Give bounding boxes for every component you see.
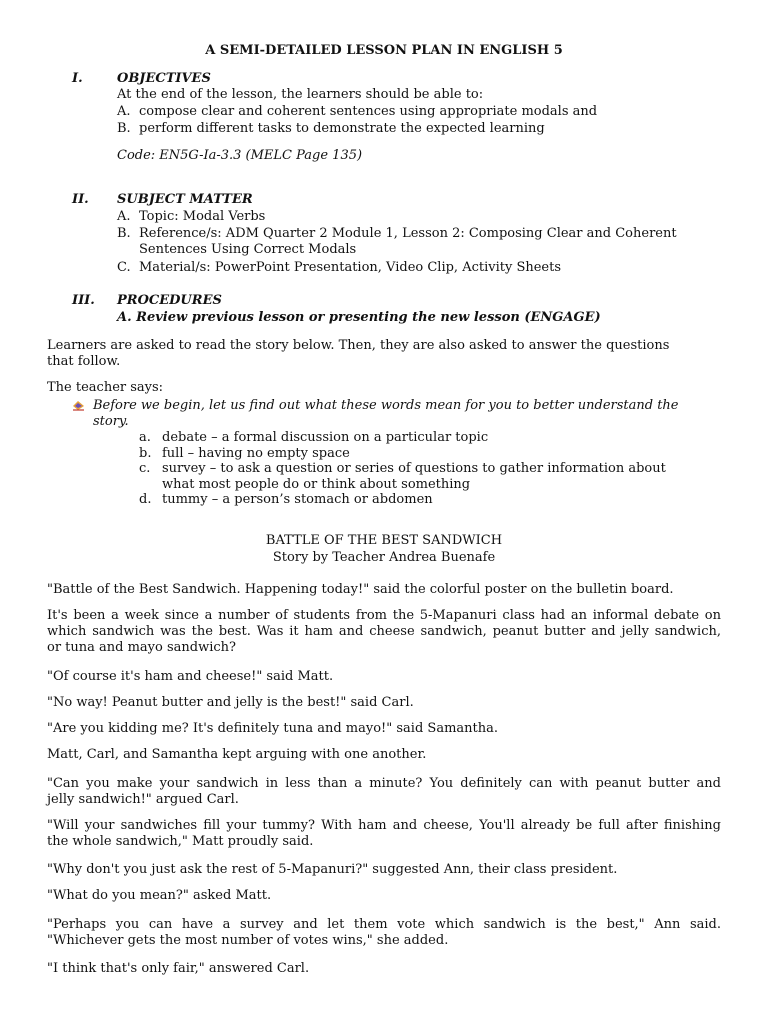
procedure-sub-a: A. Review previous lesson or presenting the new lesson (ENGAGE): [117, 310, 601, 325]
story-line: "Will your sandwiches fill your tummy? With ham and cheese, You'll already be full after finishing: [47, 818, 721, 833]
objective-item-b: perform different tasks to demonstrate the expected learning: [139, 121, 545, 136]
section-heading-objectives: OBJECTIVES: [117, 71, 211, 86]
section-heading-procedures: PROCEDURES: [117, 293, 222, 308]
subject-topic: Topic: Modal Verbs: [139, 209, 266, 224]
story-line: jelly sandwich!" argued Carl.: [47, 792, 239, 807]
vocab-letter-c: c.: [139, 461, 151, 476]
bullet-icon: [72, 400, 85, 411]
story-byline: Story by Teacher Andrea Buenafe: [272, 550, 496, 565]
vocab-item-tummy: tummy – a person’s stomach or abdomen: [162, 492, 433, 507]
procedure-intro-line-1: Learners are asked to read the story below. Then, they are also asked to answer the questions: [47, 338, 670, 353]
objective-letter-a: A.: [117, 104, 131, 119]
story-line: which sandwich was the best. Was it ham and cheese sandwich, peanut butter and jelly sandwich,: [47, 624, 721, 639]
vocab-letter-a: a.: [139, 430, 151, 445]
story-line: the whole sandwich," Matt proudly said.: [47, 834, 314, 849]
bullet-text-line-1: Before we begin, let us find out what these words mean for you to better understand the: [93, 398, 679, 413]
vocab-item-debate: debate – a formal discussion on a particular topic: [162, 430, 489, 445]
section-number-subject-matter: II.: [72, 192, 89, 207]
subject-letter-a: A.: [117, 209, 131, 224]
objectives-intro: At the end of the lesson, the learners should be able to:: [117, 87, 484, 102]
story-line: It's been a week since a number of students from the 5-Mapanuri class had an informal debate on: [47, 608, 721, 623]
vocab-item-survey-cont: what most people do or think about something: [162, 477, 471, 492]
subject-materials: Material/s: PowerPoint Presentation, Video Clip, Activity Sheets: [139, 260, 562, 275]
story-line: "I think that's only fair," answered Carl.: [47, 961, 310, 976]
story-line: "Battle of the Best Sandwich. Happening today!" said the colorful poster on the bulletin board.: [47, 582, 674, 597]
teacher-says: The teacher says:: [47, 380, 164, 395]
vocab-letter-d: d.: [139, 492, 152, 507]
section-number-procedures: III.: [72, 293, 95, 308]
story-line: "What do you mean?" asked Matt.: [47, 888, 272, 903]
melc-code: Code: EN5G-Ia-3.3 (MELC Page 135): [117, 148, 363, 163]
story-line: "No way! Peanut butter and jelly is the best!" said Carl.: [47, 695, 414, 710]
subject-reference-cont: Sentences Using Correct Modals: [139, 242, 357, 257]
procedure-intro-line-2: that follow.: [47, 354, 121, 369]
bullet-text-line-2: story.: [93, 414, 129, 429]
vocab-letter-b: b.: [139, 446, 152, 461]
vocab-item-full: full – having no empty space: [162, 446, 350, 461]
story-line: "Are you kidding me? It's definitely tuna and mayo!" said Samantha.: [47, 721, 499, 736]
subject-letter-b: B.: [117, 226, 131, 241]
story-line: or tuna and mayo sandwich?: [47, 640, 237, 655]
story-title: BATTLE OF THE BEST SANDWICH: [265, 533, 503, 548]
section-heading-subject-matter: SUBJECT MATTER: [117, 192, 253, 207]
objective-item-a: compose clear and coherent sentences using appropriate modals and: [139, 104, 598, 119]
story-line: "Whichever gets the most number of votes wins," she added.: [47, 933, 449, 948]
story-line: "Can you make your sandwich in less than a minute? You definitely can with peanut butter and: [47, 776, 721, 791]
subject-reference: Reference/s: ADM Quarter 2 Module 1, Lesson 2: Composing Clear and Coherent: [139, 226, 677, 241]
section-number-objectives: I.: [72, 71, 83, 86]
story-line: "Perhaps you can have a survey and let them vote which sandwich is the best," Ann said.: [47, 917, 721, 932]
subject-letter-c: C.: [117, 260, 131, 275]
vocab-item-survey: survey – to ask a question or series of questions to gather information about: [162, 461, 666, 476]
story-line: "Why don't you just ask the rest of 5-Mapanuri?" suggested Ann, their class president.: [47, 862, 618, 877]
story-line: Matt, Carl, and Samantha kept arguing with one another.: [47, 747, 427, 762]
objective-letter-b: B.: [117, 121, 131, 136]
document-title: A SEMI-DETAILED LESSON PLAN IN ENGLISH 5: [205, 43, 563, 58]
story-line: "Of course it's ham and cheese!" said Matt.: [47, 669, 334, 684]
